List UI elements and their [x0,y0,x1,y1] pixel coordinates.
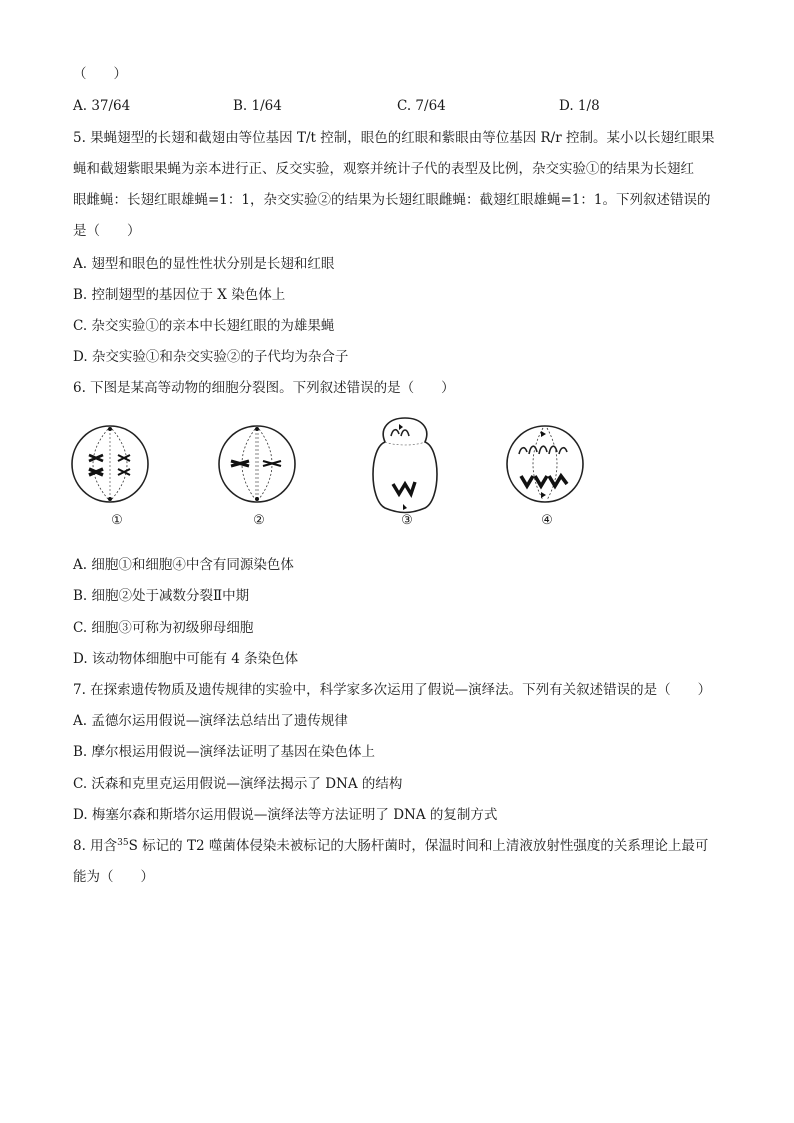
cell-4-diagram [505,414,585,510]
figure-label-2: ② [253,513,265,528]
q8-stem-prefix: 8. 用含 [73,838,118,854]
q5-stem-line-1: 5. 果蝇翅型的长翅和截翅由等位基因 T/t 控制，眼色的红眼和紫眼由等位基因 R/r 控制。某小以长翅红眼果 [73,130,715,146]
q5-option-a: A. 翅型和眼色的显性性状分别是长翅和红眼 [73,256,335,272]
figure-label-4: ④ [541,513,553,528]
q7-option-c: C. 沃森和克里克运用假说—演绎法揭示了 DNA 的结构 [73,776,403,792]
q5-stem-line-4: 是（ ） [73,223,141,239]
q5-option-c: C. 杂交实验①的亲本中长翅红眼的为雄果蝇 [73,318,335,334]
q4-answer-bracket: （ ） [73,66,127,82]
q8-stem-line-1 [73,836,708,856]
q6-option-b: B. 细胞②处于减数分裂Ⅱ中期 [73,588,250,604]
q5-stem-line-3: 眼雌蝇：长翅红眼雄蝇=1：1，杂交实验②的结果为长翅红眼雌蝇：截翅红眼雄蝇=1：1。下列叙述错误的 [73,192,711,208]
q7-option-a: A. 孟德尔运用假说—演绎法总结出了遗传规律 [73,713,348,729]
q7-option-d: D. 梅塞尔森和斯塔尔运用假说—演绎法等方法证明了 DNA 的复制方式 [73,807,498,823]
q5-stem-line-2: 蝇和截翅紫眼果蝇为亲本进行正、反交实验，观察并统计子代的表型及比例，杂交实验①的结果为长翅红 [73,161,694,177]
cell-division-figure [60,414,580,534]
q6-option-a: A. 细胞①和细胞④中含有同源染色体 [73,557,294,573]
cell-1-diagram [70,414,150,510]
q4-options [73,96,733,116]
q4-option-c: C. 7/64 [397,98,446,114]
q5-option-b: B. 控制翅型的基因位于 X 染色体上 [73,287,286,303]
q4-option-d: D. 1/8 [559,98,600,114]
cell-2-diagram [217,414,297,510]
q4-option-b: B. 1/64 [233,98,282,114]
q6-option-d: D. 该动物体细胞中可能有 4 条染色体 [73,651,299,667]
q7-option-b: B. 摩尔根运用假说—演绎法证明了基因在染色体上 [73,744,376,760]
q8-stem-line-2: 能为（ ） [73,869,154,885]
figure-label-3: ③ [401,513,413,528]
q6-option-c: C. 细胞③可称为初级卵母细胞 [73,620,254,636]
cell-3-diagram [365,414,445,514]
figure-label-1: ① [111,513,123,528]
q6-stem: 6. 下图是某高等动物的细胞分裂图。下列叙述错误的是（ ） [73,380,455,396]
q5-option-d: D. 杂交实验①和杂交实验②的子代均为杂合子 [73,349,349,365]
q4-option-a: A. 37/64 [73,98,131,114]
q7-stem: 7. 在探索遗传物质及遗传规律的实验中，科学家多次运用了假说—演绎法。下列有关叙述错误的是（ ） [73,682,712,698]
q8-isotope-superscript: 35 [117,838,129,848]
q8-stem-rest: S 标记的 T2 噬菌体侵染未被标记的大肠杆菌时，保温时间和上清液放射性强度的关系理论上最可 [128,838,709,854]
